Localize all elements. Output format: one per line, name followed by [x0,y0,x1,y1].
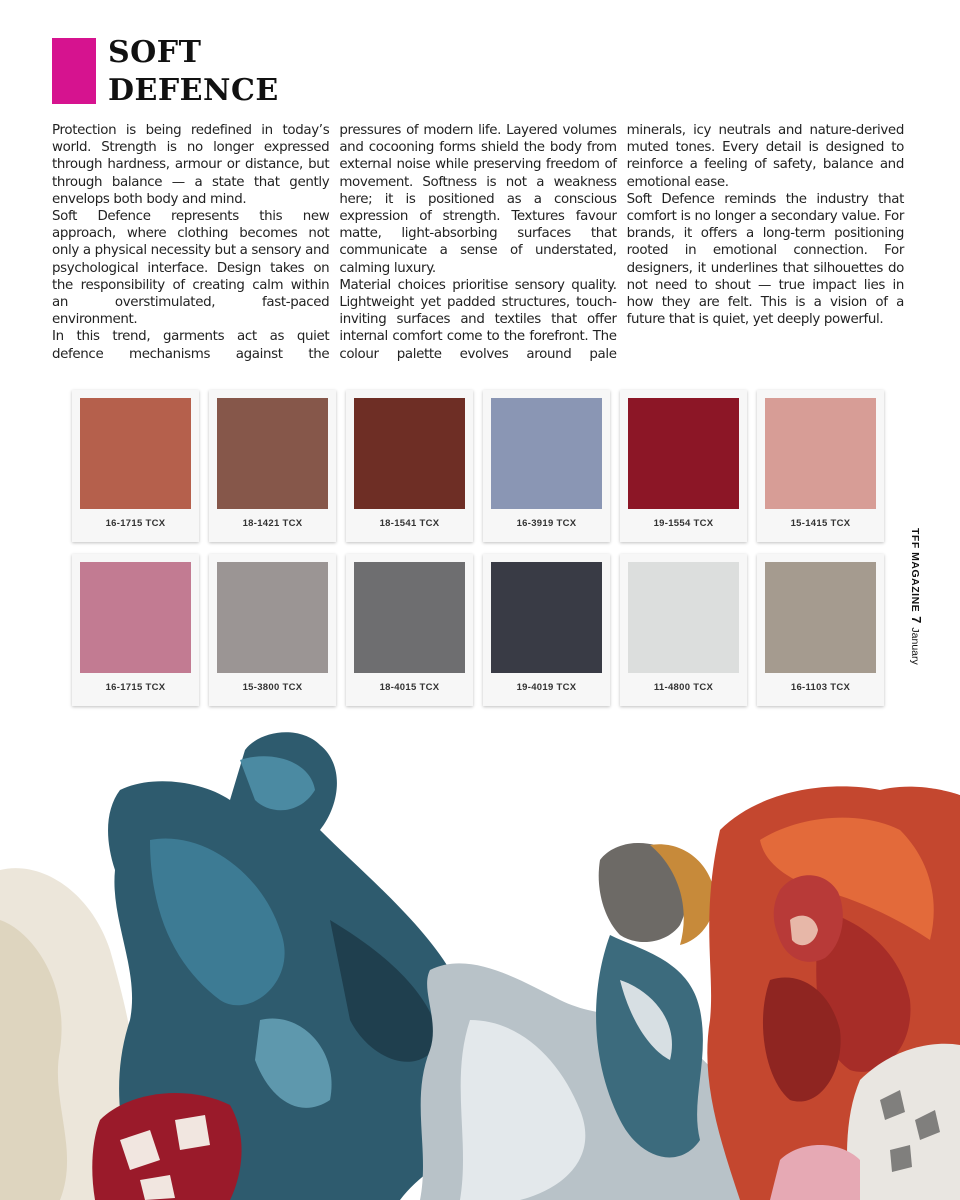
color-swatch [483,554,610,706]
swatch-color-chip [217,398,328,509]
swatch-code-label: 16-1715 TCX [105,682,166,693]
color-swatch [483,390,610,542]
swatch-code-label: 19-4019 TCX [516,682,577,693]
paragraph: Soft Defence represents this new approach, where clothing becomes not only a physical necessity but a sensory and psychological interface. Design takes on the responsibility of creating calm within an overstimulated, fast-paced environment. [52,209,330,328]
page-number: 7 [909,616,924,624]
swatch-color-chip [491,398,602,509]
swatch-color-chip [217,562,328,673]
magazine-name: TFF MAGAZINE [909,528,921,613]
swatch-code-label: 16-3919 TCX [516,518,577,529]
issue-month: January [909,627,921,665]
swatch-code-label: 18-1541 TCX [379,518,440,529]
color-swatch [757,390,884,542]
fashion-collage-image [0,720,960,1200]
swatch-code-label: 15-1415 TCX [790,518,851,529]
paragraph: Material choices prioritise sensory quality. Lightweight yet padded structures, touch-inviting surfaces and textiles that offer internal comfort come to the forefront. The colour palette evolves around pale minerals, icy neutrals and nature-derived muted tones. Every detail is designed to reinforce a feeling of safety, balance and emotional ease. [339,123,904,362]
color-swatch [620,390,747,542]
color-swatch [757,554,884,706]
swatch-code-label: 16-1103 TCX [790,682,851,693]
paragraph: Protection is being redefined in today’s world. Strength is no longer expressed through hardness, armour or distance, but through balance — a state that gently envelops both body and mind. [52,123,330,207]
swatch-code-label: 18-1421 TCX [242,518,303,529]
swatch-code-label: 16-1715 TCX [105,518,166,529]
swatch-color-chip [765,562,876,673]
color-swatch [620,554,747,706]
swatch-code-label: 19-1554 TCX [653,518,714,529]
color-swatch [209,390,336,542]
swatch-color-chip [80,562,191,673]
swatch-color-chip [628,562,739,673]
swatch-color-chip [491,562,602,673]
color-swatch [346,554,473,706]
color-swatch [346,390,473,542]
title-accent-block [52,38,96,104]
swatch-color-chip [628,398,739,509]
title-line-2: DEFENCE [108,73,279,108]
paragraph: In this trend, garments act as quiet defence mechanisms against the pressures of modern life. Layered volumes and cocooning forms shield the body from external noise while preserving freedom of movement. Softness is not a weakness here; it is positioned as a conscious expression of strength. Textures favour matte, light-absorbing surfaces that communicate a sense of understated, calming luxury. [52,123,617,362]
swatch-color-chip [765,398,876,509]
title-line-1: SOFT [108,35,202,70]
swatch-code-label: 15-3800 TCX [242,682,303,693]
color-palette [72,390,884,706]
paragraph: Soft Defence reminds the industry that comfort is no longer a secondary value. For brands, it offers a long-term positioning rooted in emotional connection. For designers, it underlines that silhouettes do not need to shout — true impact lies in how they are felt. This is a vision of a future that is quiet, yet deeply powerful. [626,191,904,328]
swatch-color-chip [354,562,465,673]
swatch-code-label: 18-4015 TCX [379,682,440,693]
page-title [108,34,279,110]
swatch-code-label: 11-4800 TCX [653,682,714,693]
color-swatch [209,554,336,706]
swatch-color-chip [80,398,191,509]
article-body [52,122,904,370]
color-swatch [72,554,199,706]
swatch-color-chip [354,398,465,509]
color-swatch [72,390,199,542]
